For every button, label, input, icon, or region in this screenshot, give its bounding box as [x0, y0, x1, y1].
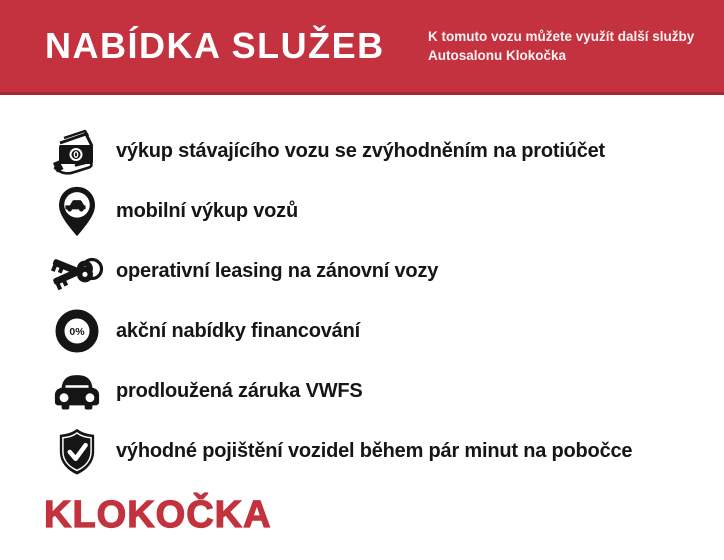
service-label: výkup stávajícího vozu se zvýhodněním na protiúčet	[116, 139, 606, 162]
service-label: akční nabídky financování	[116, 319, 360, 342]
shield-check-icon	[46, 428, 108, 475]
header-subtitle-line2: Autosalonu Klokočka	[428, 48, 567, 63]
service-label: operativní leasing na zánovní vozy	[116, 259, 439, 282]
header-subtitle-line1: K tomuto vozu můžete využít další služby	[428, 28, 695, 44]
list-item	[46, 121, 724, 181]
zero-percent-ring-icon	[46, 308, 108, 354]
services-list	[0, 95, 724, 481]
page-title: NABÍDKA SLUŽEB	[45, 25, 385, 66]
list-item	[46, 181, 724, 241]
car-front-icon	[46, 371, 108, 411]
service-label: mobilní výkup vozů	[116, 199, 298, 222]
header-banner	[0, 0, 724, 95]
klokocka-logo: KLOKOČKA	[44, 494, 272, 536]
list-item	[46, 301, 724, 361]
list-item	[46, 361, 724, 421]
service-label: prodloužená záruka VWFS	[116, 379, 363, 402]
list-item	[46, 241, 724, 301]
header-subtitle	[428, 27, 696, 65]
footer	[0, 481, 724, 537]
car-keys-icon	[46, 248, 108, 294]
zero-percent-label: 0%	[69, 326, 85, 338]
service-label: výhodné pojištění vozidel během pár minut na pobočce	[116, 439, 633, 462]
list-item	[46, 421, 724, 481]
car-location-pin-icon	[46, 185, 108, 238]
cash-in-hand-icon	[46, 125, 108, 177]
